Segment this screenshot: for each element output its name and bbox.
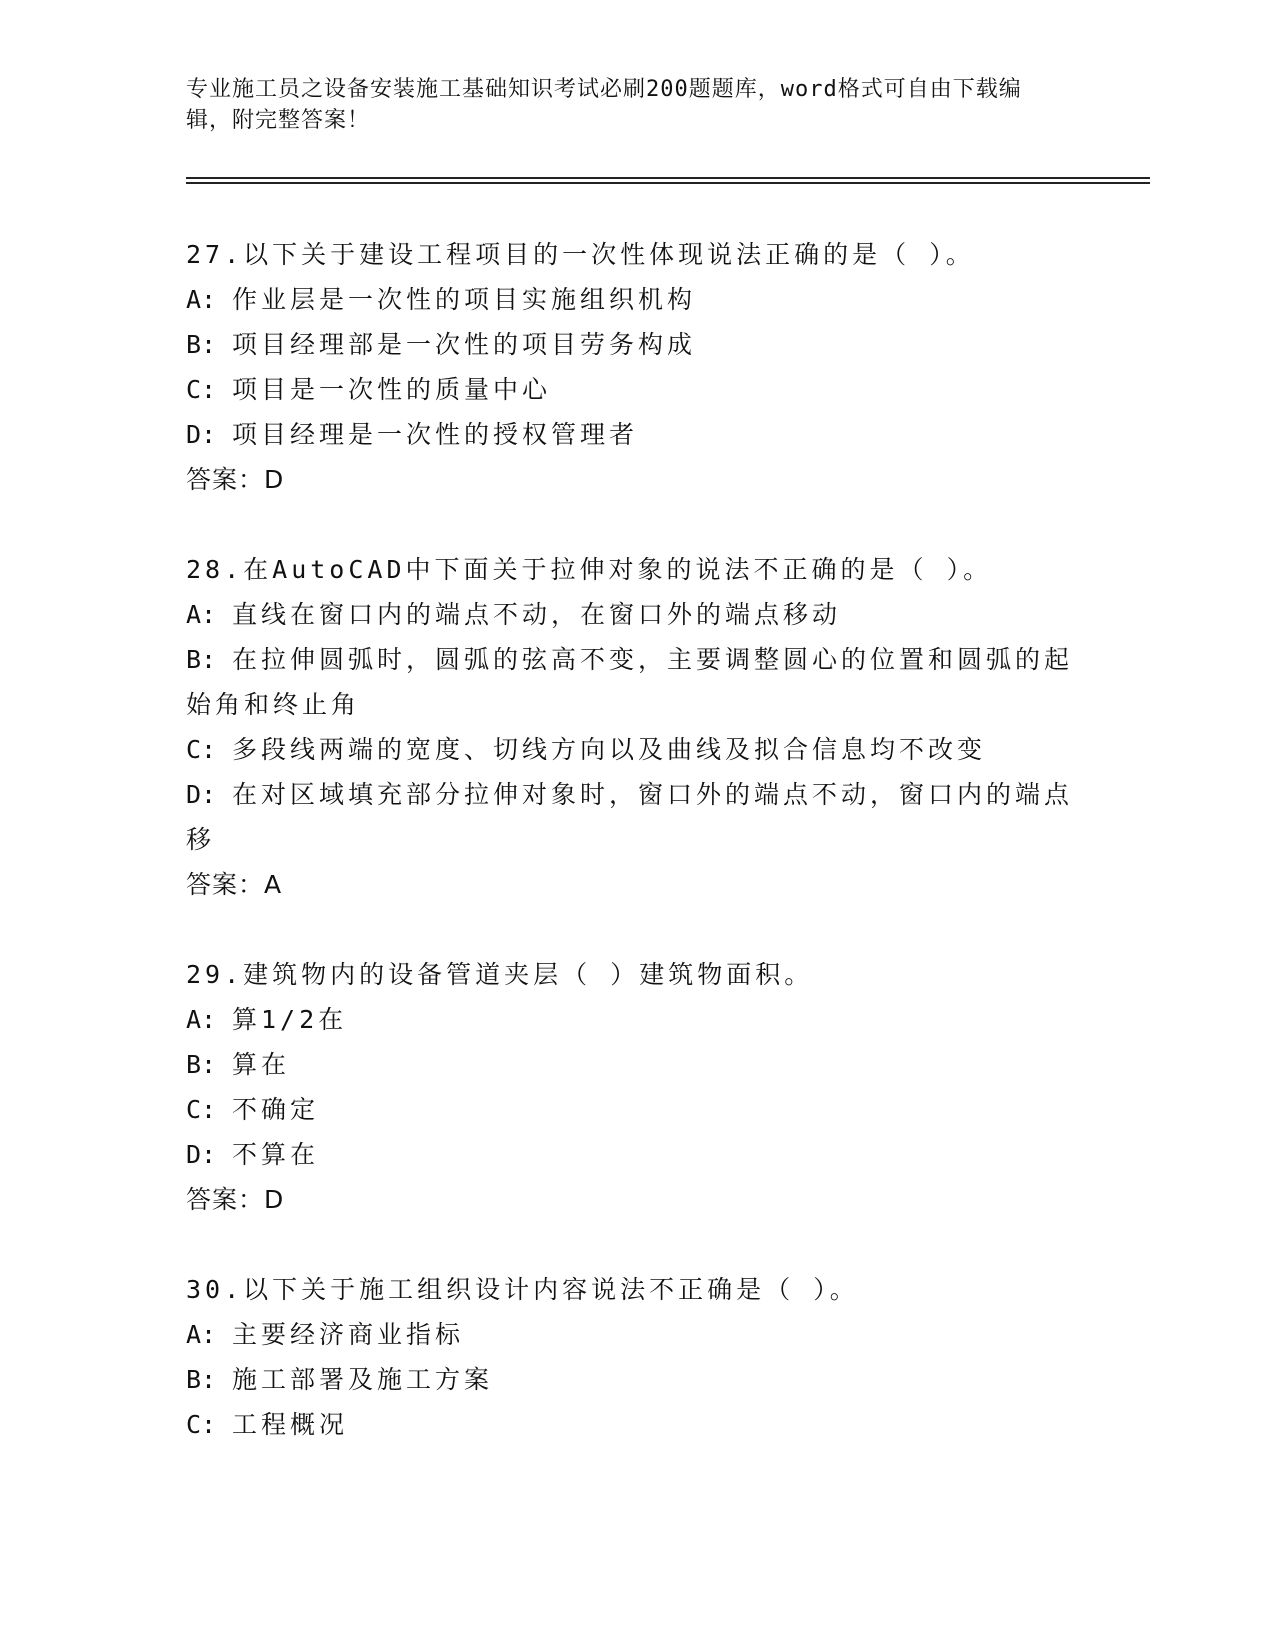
answer-line: 答案：A bbox=[186, 870, 283, 899]
question-list bbox=[186, 232, 1086, 1492]
option-b bbox=[186, 322, 1086, 367]
option-text: 主要经济商业指标 bbox=[232, 1320, 465, 1349]
option-d bbox=[186, 1132, 1086, 1177]
question-text: 在AutoCAD中下面关于拉伸对象的说法不正确的是（ ）。 bbox=[243, 555, 993, 584]
option-text: 项目经理是一次性的授权管理者 bbox=[232, 420, 639, 449]
option-label: D: bbox=[186, 780, 217, 809]
option-d bbox=[186, 412, 1086, 457]
option-text: 不确定 bbox=[232, 1095, 320, 1124]
header-text: 专业施工员之设备安装施工基础知识考试必刷200题题库，word格式可自由下载编辑，附完整答案！ bbox=[186, 77, 1022, 133]
option-a bbox=[186, 277, 1086, 322]
option-label: A: bbox=[186, 285, 217, 314]
option-c bbox=[186, 727, 1086, 772]
option-c bbox=[186, 367, 1086, 412]
option-text: 不算在 bbox=[232, 1140, 320, 1169]
question-stem bbox=[186, 232, 1086, 277]
option-label: B: bbox=[186, 330, 217, 359]
question-number: 29. bbox=[186, 960, 244, 989]
question-30 bbox=[186, 1267, 1086, 1447]
option-b bbox=[186, 1357, 1086, 1402]
option-text: 在拉伸圆弧时，圆弧的弦高不变，主要调整圆心的位置和圆弧的起始角和终止角 bbox=[186, 645, 1074, 719]
option-label: A: bbox=[186, 1005, 217, 1034]
option-label: A: bbox=[186, 600, 217, 629]
question-27 bbox=[186, 232, 1086, 502]
option-label: C: bbox=[186, 1095, 217, 1124]
question-stem bbox=[186, 1267, 1086, 1312]
option-label: B: bbox=[186, 645, 217, 674]
option-d bbox=[186, 772, 1086, 862]
option-text: 项目经理部是一次性的项目劳务构成 bbox=[232, 330, 697, 359]
question-stem bbox=[186, 952, 1086, 997]
option-text: 施工部署及施工方案 bbox=[232, 1365, 494, 1394]
question-28 bbox=[186, 547, 1086, 907]
header-divider-top bbox=[186, 177, 1150, 179]
option-b bbox=[186, 637, 1086, 727]
option-label: B: bbox=[186, 1365, 217, 1394]
option-text: 项目是一次性的质量中心 bbox=[232, 375, 552, 404]
option-a bbox=[186, 592, 1086, 637]
option-a bbox=[186, 1312, 1086, 1357]
option-c bbox=[186, 1402, 1086, 1447]
question-text: 以下关于建设工程项目的一次性体现说法正确的是（ ）。 bbox=[243, 240, 975, 269]
option-text: 算在 bbox=[232, 1050, 291, 1079]
option-c bbox=[186, 1087, 1086, 1132]
question-stem bbox=[186, 547, 1086, 592]
option-label: B: bbox=[186, 1050, 217, 1079]
option-text: 算1/2在 bbox=[232, 1005, 348, 1034]
option-label: C: bbox=[186, 375, 217, 404]
option-text: 直线在窗口内的端点不动，在窗口外的端点移动 bbox=[232, 600, 842, 629]
question-29 bbox=[186, 952, 1086, 1222]
header-divider-bottom bbox=[186, 182, 1150, 184]
answer-line: 答案：D bbox=[186, 1185, 285, 1214]
answer-line: 答案：D bbox=[186, 465, 285, 494]
option-label: C: bbox=[186, 1410, 217, 1439]
option-label: D: bbox=[186, 1140, 217, 1169]
question-text: 建筑物内的设备管道夹层（ ）建筑物面积。 bbox=[243, 960, 814, 989]
option-label: D: bbox=[186, 420, 217, 449]
option-text: 在对区域填充部分拉伸对象时，窗口外的端点不动，窗口内的端点移 bbox=[186, 780, 1074, 854]
option-a bbox=[186, 997, 1086, 1042]
option-b bbox=[186, 1042, 1086, 1087]
question-number: 30. bbox=[186, 1275, 244, 1304]
question-number: 27. bbox=[186, 240, 244, 269]
option-label: A: bbox=[186, 1320, 217, 1349]
option-text: 工程概况 bbox=[232, 1410, 349, 1439]
question-text: 以下关于施工组织设计内容说法不正确是（ ）。 bbox=[243, 1275, 859, 1304]
option-label: C: bbox=[186, 735, 217, 764]
document-header bbox=[186, 74, 1066, 136]
option-text: 作业层是一次性的项目实施组织机构 bbox=[232, 285, 697, 314]
option-text: 多段线两端的宽度、切线方向以及曲线及拟合信息均不改变 bbox=[232, 735, 987, 764]
question-number: 28. bbox=[186, 555, 244, 584]
